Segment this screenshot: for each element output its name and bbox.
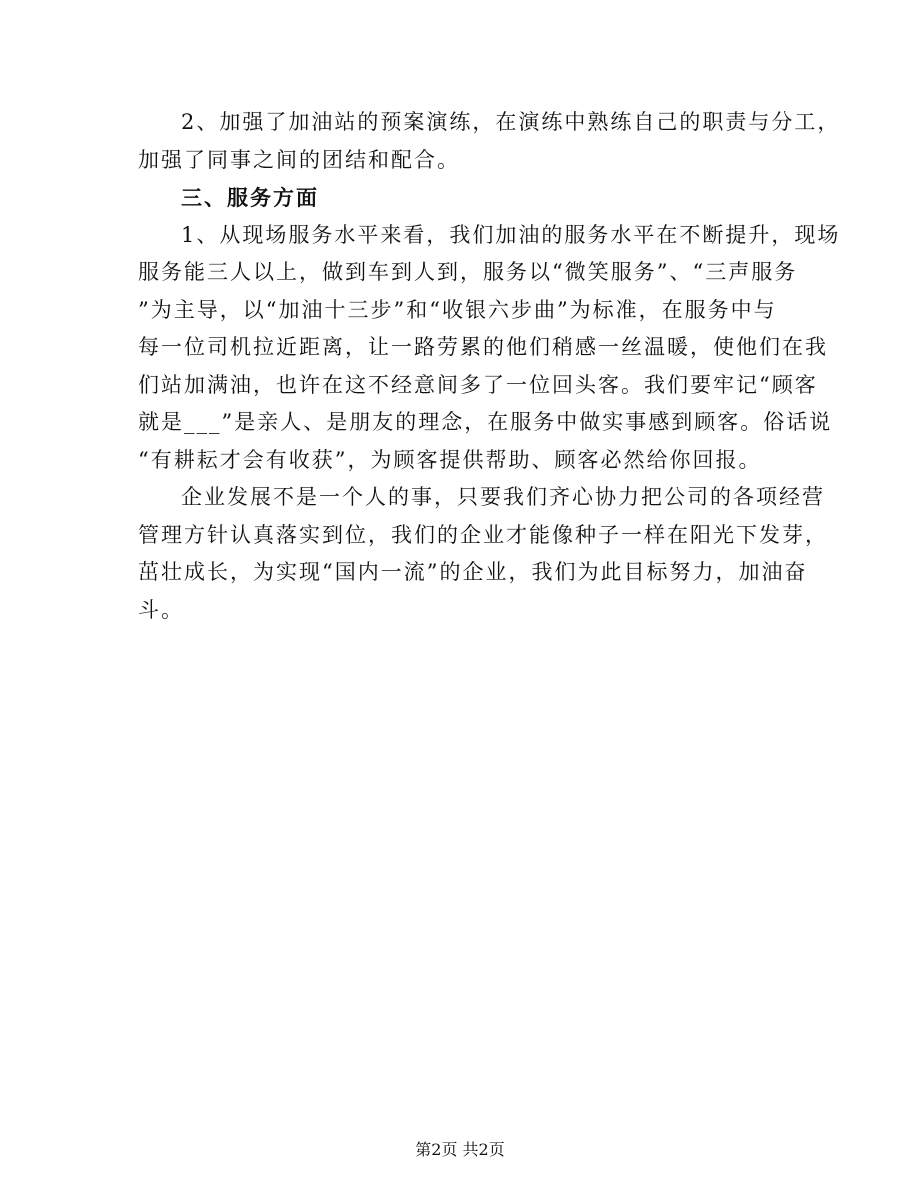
paragraph-line: 茁壮成长，为实现“国内一流”的企业，我们为此目标努力，加油奋	[138, 560, 808, 584]
paragraph-line: ”为主导，以“加油十三步”和“收银六步曲”为标准，在服务中与	[138, 297, 777, 322]
paragraph-line: 1、从现场服务水平来看，我们加油的服务水平在不断提升，现场	[181, 222, 841, 247]
paragraph-line: 就是___”是亲人、是朋友的理念，在服务中做实事感到顾客。俗话说	[138, 410, 833, 434]
paragraph-line: 每一位司机拉近距离，让一路劳累的他们稍感一丝温暖，使他们在我	[138, 335, 828, 359]
page-number-footer: 第2页 共2页	[415, 1140, 505, 1159]
paragraph-line: 们站加满油，也许在这不经意间多了一位回头客。我们要牢记“顾客	[138, 372, 818, 397]
section-heading: 三、服务方面	[181, 185, 319, 210]
paragraph-line: 斗。	[138, 597, 184, 622]
paragraph-line: 2、加强了加油站的预案演练，在演练中熟练自己的职责与分工，	[181, 110, 841, 134]
paragraph-drill	[138, 104, 841, 179]
paragraph-closing	[138, 479, 828, 629]
paragraph-line: 企业发展不是一个人的事，只要我们齐心协力把公司的各项经营	[181, 485, 825, 509]
paragraph-line: 服务能三人以上，做到车到人到，服务以“微笑服务”、“三声服务	[138, 260, 798, 284]
paragraph-service	[138, 217, 841, 480]
paragraph-line: 加强了同事之间的团结和配合。	[138, 147, 460, 172]
document-body	[138, 104, 841, 629]
paragraph-line: “有耕耘才会有收获”，为顾客提供帮助、顾客必然给你回报。	[138, 447, 762, 472]
paragraph-line: 管理方针认真落实到位，我们的企业才能像种子一样在阳光下发芽，	[138, 522, 828, 547]
